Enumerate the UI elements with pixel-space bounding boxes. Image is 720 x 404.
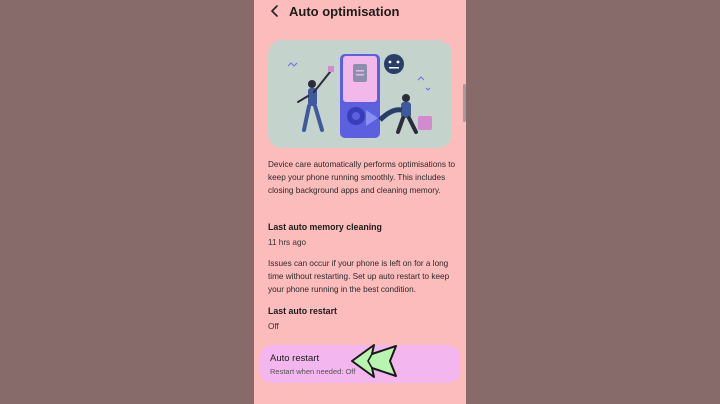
page-title: Auto optimisation <box>289 4 400 19</box>
back-button[interactable] <box>266 2 284 20</box>
last-memory-cleaning-heading: Last auto memory cleaning <box>268 222 382 232</box>
last-memory-cleaning-value: 11 hrs ago <box>268 238 307 247</box>
device-care-illustration <box>268 40 452 148</box>
last-auto-restart-heading: Last auto restart <box>268 306 337 316</box>
pointer-arrow-icon <box>348 342 400 380</box>
chevron-left-icon <box>270 5 280 17</box>
restart-info-text: Issues can occur if your phone is left on for a long time without restarting. Set up auto restart to keep your phone running in the best condition. <box>268 259 450 294</box>
last-auto-restart-value: Off <box>268 322 279 331</box>
auto-restart-sublabel: Restart when needed: Off <box>270 367 356 376</box>
header <box>254 0 466 24</box>
scrollbar[interactable] <box>463 84 466 122</box>
auto-restart-label: Auto restart <box>270 353 320 364</box>
description-text: Device care automatically performs optimisations to keep your phone running smoothly. This includes closing background apps and cleaning memory. <box>268 160 456 195</box>
